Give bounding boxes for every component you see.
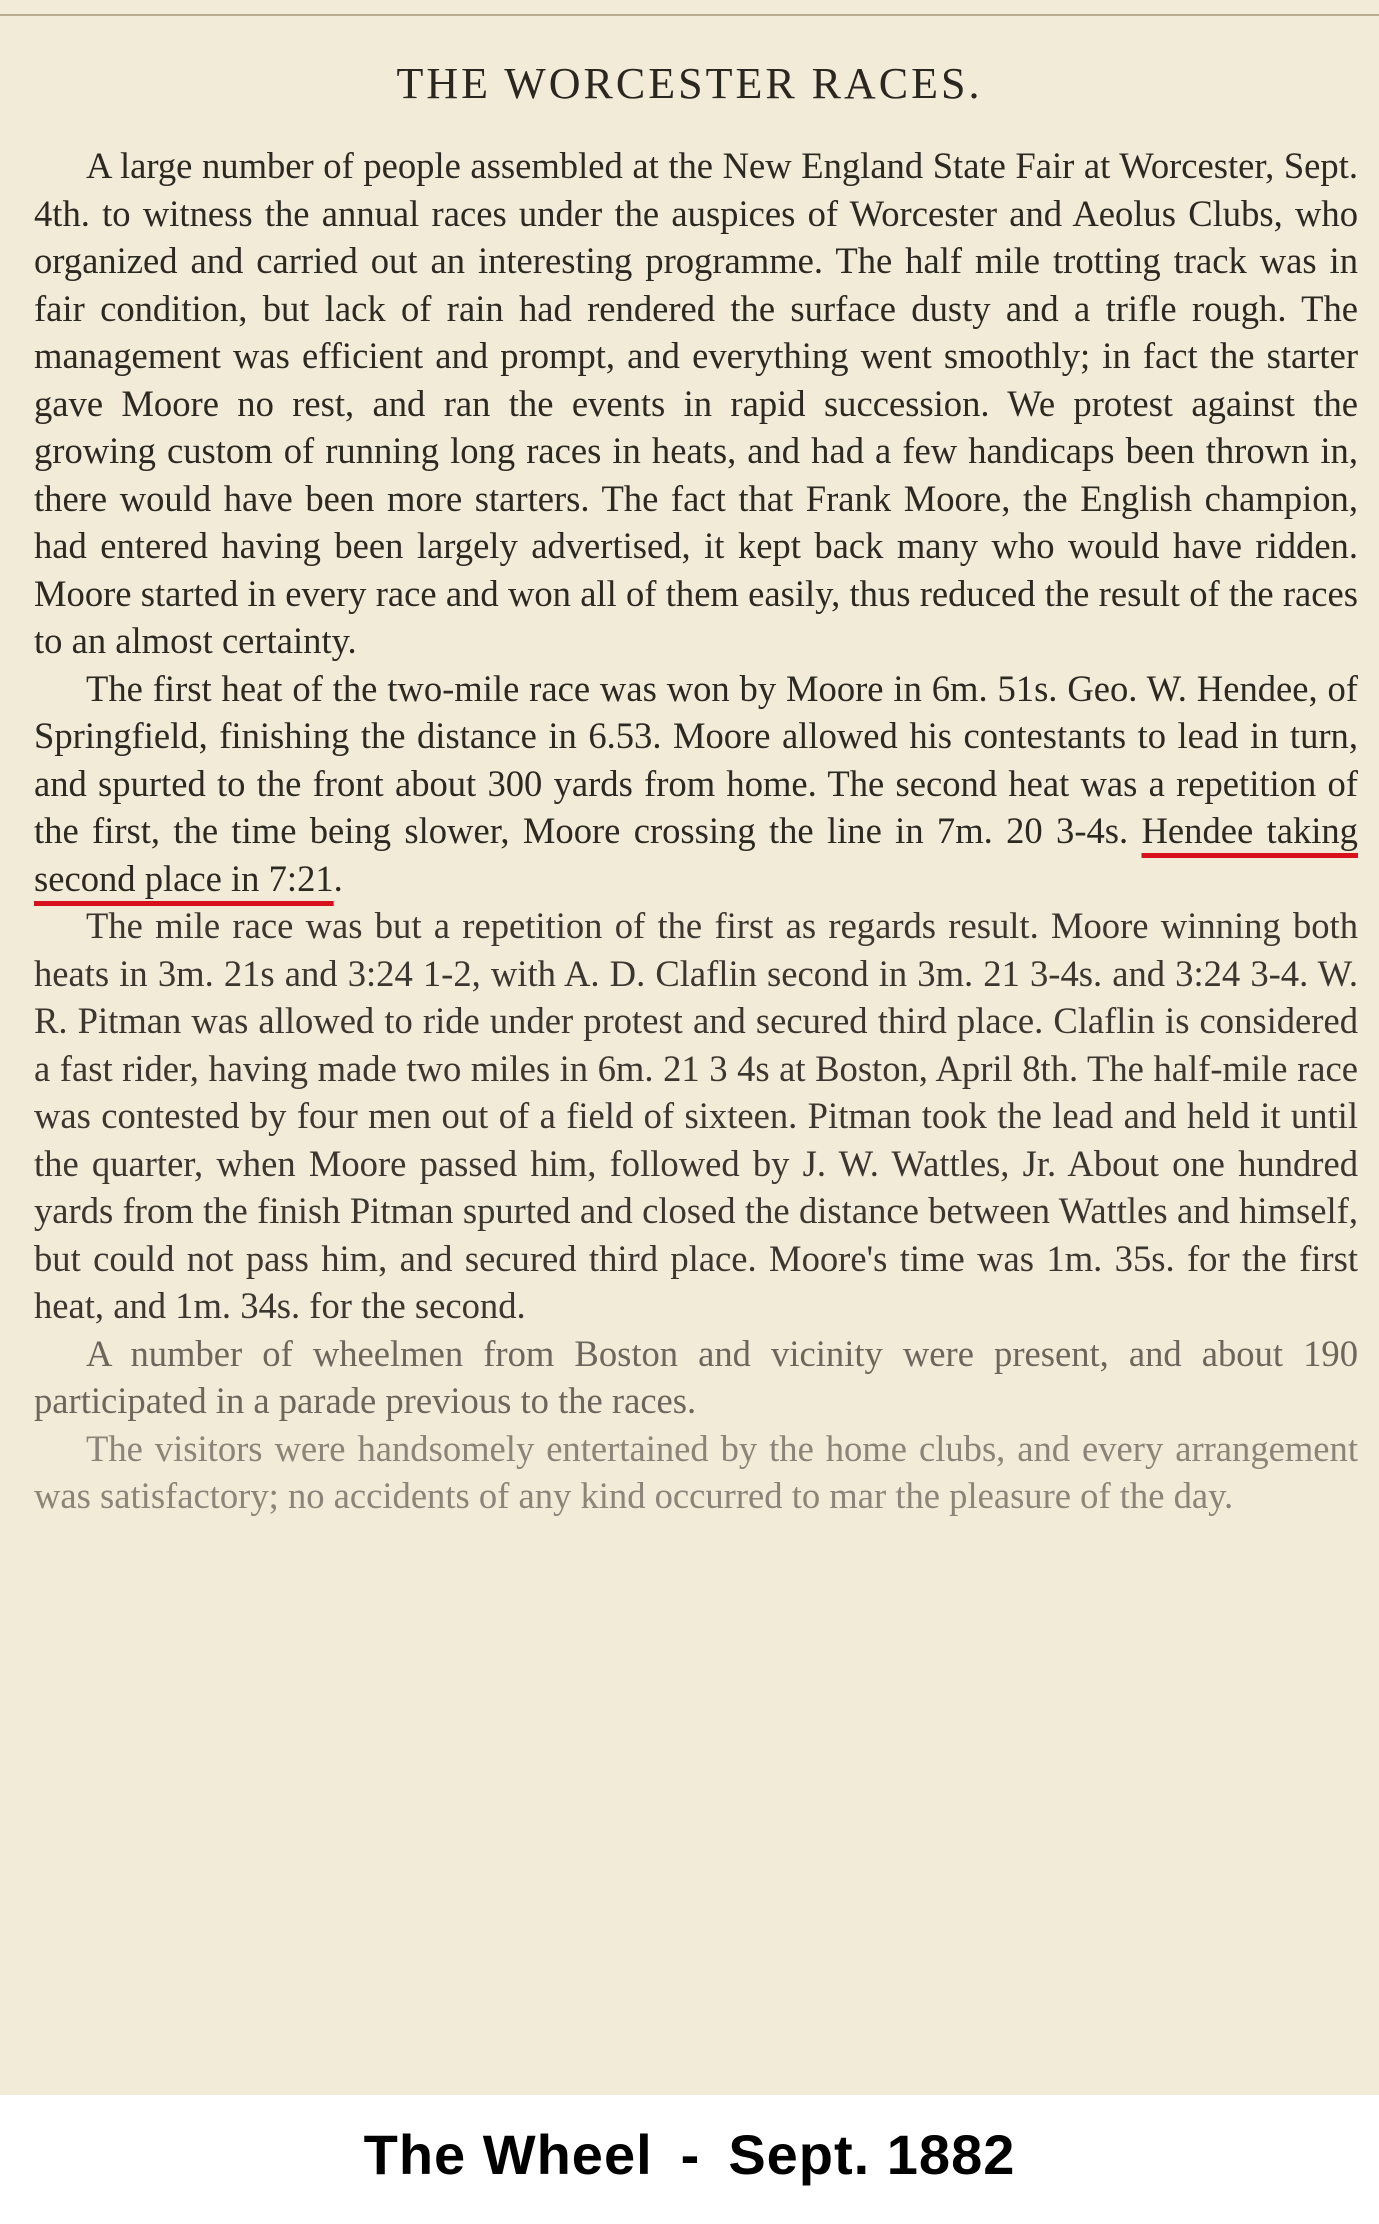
top-rule	[0, 14, 1379, 16]
source-caption	[0, 2122, 1379, 2187]
source-name: The Wheel	[363, 2123, 653, 2186]
paragraph-2	[34, 665, 1358, 903]
paragraph-1: A large number of people assembled at the New England State Fair at Worcester, Sept. 4th. to witness the annual races under the auspices of Worcester and Aeolus Clubs, who organized and carried out an interesting programme. The half mile trotting track was in fair condition, but lack of rain had rendered the surface dusty and a trifle rough. The management was efficient and prompt, and everything went smoothly; in fact the starter gave Moore no rest, and ran the events in rapid succession. We protest against the growing custom of running long races in heats, and had a few handicaps been thrown in, there would have been more starters. The fact that Frank Moore, the English champion, had entered having been largely advertised, it kept back many who would have ridden. Moore started in every race and won all of them easily, thus reduced the result of the races to an almost certainty.	[34, 145, 1358, 661]
paragraph-2-text: The first heat of the two-mile race was won by Moore in 6m. 51s. Geo. W. Hendee, of Springfield, finishing the distance in 6.53. Moore allowed his contestants to lead in turn, and spurted to the front about 300 yards from home. The second heat was a repetition of the first, the time being slower, Moore crossing the line in 7m. 20 3-4s.	[34, 667, 1358, 851]
paragraph-2-end: .	[333, 857, 343, 899]
article-body	[34, 142, 1358, 1520]
article-title: THE WORCESTER RACES.	[396, 59, 983, 108]
caption-separator: -	[680, 2123, 701, 2186]
highlighted-sentence: Hendee taking second place in 7:21	[34, 810, 1358, 899]
paragraph-4: A number of wheelmen from Boston and vicinity were present, and about 190 participated in a parade previous to the races.	[34, 1332, 1358, 1421]
paragraph-3: The mile race was but a repetition of the first as regards result. Moore winning both heats in 3m. 21s and 3:24 1-2, with A. D. Claflin second in 3m. 21 3-4s. and 3:24 3-4. W. R. Pitman was allowed to ride under protest and secured third place. Claflin is considered a fast rider, having made two miles in 6m. 21 3 4s at Boston, April 8th. The half-mile race was contested by four men out of a field of sixteen. Pitman took the lead and held it until the quarter, when Moore passed him, followed by J. W. Wattles, Jr. About one hundred yards from the finish Pitman spurted and closed the distance between Wattles and himself, but could not pass him, and secured third place. Moore's time was 1m. 35s. for the first heat, and 1m. 34s. for the second.	[34, 905, 1358, 1326]
source-date: Sept. 1882	[728, 2123, 1016, 2186]
paragraph-5: The visitors were handsomely entertained by the home clubs, and every arrangement was satisfactory; no accidents of any kind occurred to mar the pleasure of the day.	[34, 1427, 1358, 1516]
